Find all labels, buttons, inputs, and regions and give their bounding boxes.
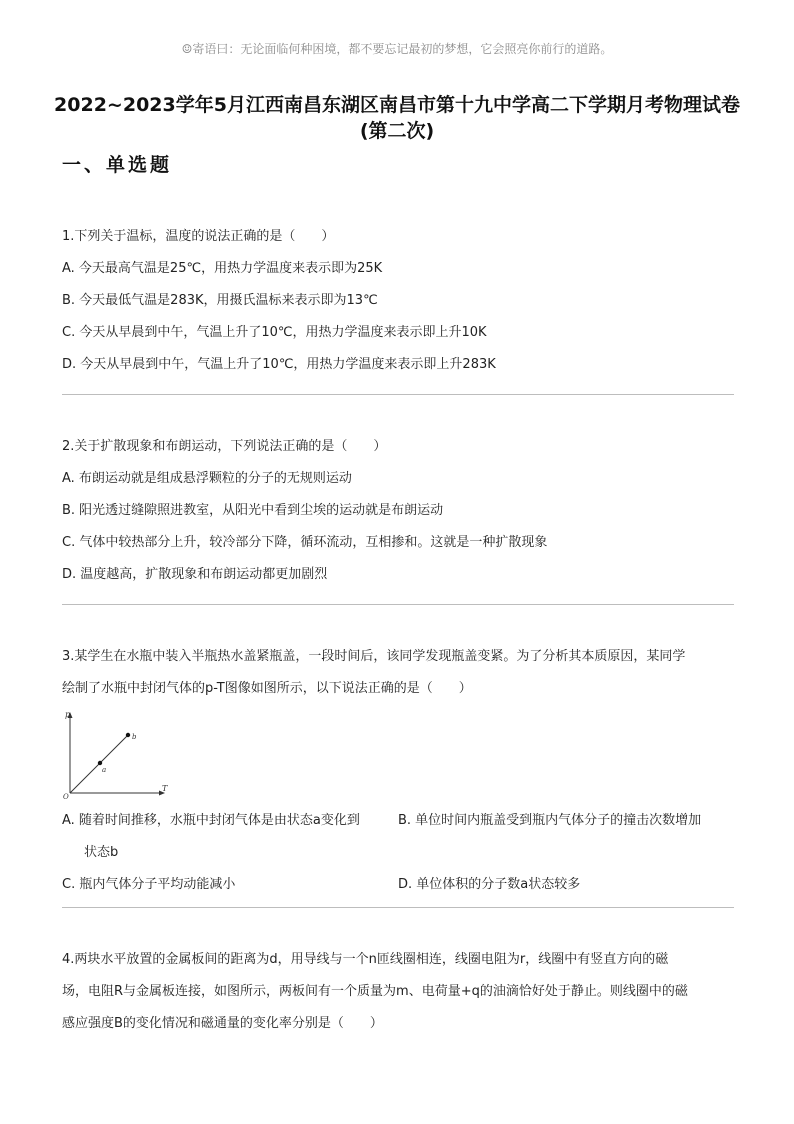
option-d: D. 今天从早晨到中午，气温上升了10℃，用热力学温度来表示即上升283K xyxy=(62,357,496,372)
question-stem-line1: 4.两块水平放置的金属板间的距离为d，用导线与一个n匝线圈相连，线圈电阻为r，线圈中有竖直方向的磁 xyxy=(62,952,669,967)
t-axis-label: T xyxy=(162,784,168,793)
question-4 xyxy=(62,944,734,1040)
option-b: B. 阳光透过缝隙照进教室，从阳光中看到尘埃的运动就是布朗运动 xyxy=(62,503,444,518)
option-c: C. 今天从早晨到中午，气温上升了10℃，用热力学温度来表示即上升10K xyxy=(62,325,487,340)
question-stem: 1.下列关于温标，温度的说法正确的是（ ） xyxy=(62,229,335,244)
divider xyxy=(62,394,734,395)
p-axis-label: p xyxy=(65,710,71,719)
section-heading: 一、单选题 xyxy=(62,154,173,176)
state-b-point xyxy=(126,733,130,737)
question-stem-line2: 绘制了水瓶中封闭气体的p-T图像如图所示，以下说法正确的是（ ） xyxy=(62,681,472,696)
question-stem-line2: 场，电阻R与金属板连接，如图所示，两板间有一个质量为m、电荷量+q的油滴恰好处于静止。则线圈中的磁 xyxy=(62,984,688,999)
option-a: A. 今天最高气温是25℃，用热力学温度来表示即为25K xyxy=(62,261,383,276)
state-a-point xyxy=(98,761,102,765)
point-a-label: a xyxy=(102,766,107,774)
question-stem-line3: 感应强度B的变化情况和磁通量的变化率分别是（ ） xyxy=(62,1016,383,1031)
question-3 xyxy=(62,641,734,901)
option-d: D. 温度越高，扩散现象和布朗运动都更加剧烈 xyxy=(62,567,328,582)
option-c: C. 气体中较热部分上升，较冷部分下降，循环流动，互相掺和。这就是一种扩散现象 xyxy=(62,535,548,550)
options-grid xyxy=(62,805,734,901)
option-d: D. 单位体积的分子数a状态较多 xyxy=(398,877,581,892)
exam-title-line2: (第二次) xyxy=(359,120,435,142)
motto-header: ☺寄语曰：无论面临何种困境，都不要忘记最初的梦想，它会照亮你前行的道路。 xyxy=(181,42,613,56)
option-b: B. 今天最低气温是283K，用摄氏温标来表示即为13℃ xyxy=(62,293,378,308)
option-a: A. 布朗运动就是组成悬浮颗粒的分子的无规则运动 xyxy=(62,471,352,486)
exam-title xyxy=(30,92,764,144)
origin-label: O xyxy=(63,793,69,799)
option-a-line2: 状态b xyxy=(84,845,119,860)
option-b: B. 单位时间内瓶盖受到瓶内气体分子的撞击次数增加 xyxy=(398,813,702,828)
point-b-label: b xyxy=(132,733,137,741)
question-stem: 2.关于扩散现象和布朗运动，下列说法正确的是（ ） xyxy=(62,439,387,454)
option-c: C. 瓶内气体分子平均动能减小 xyxy=(62,877,236,892)
question-2 xyxy=(62,431,734,591)
divider xyxy=(62,604,734,605)
question-1 xyxy=(62,221,734,381)
exam-title-line1: 2022~2023学年5月江西南昌东湖区南昌市第十九中学高二下学期月考物理试卷 xyxy=(54,94,740,116)
option-a-line1: A. 随着时间推移，水瓶中封闭气体是由状态a变化到 xyxy=(62,813,360,828)
p-t-graph xyxy=(62,709,172,799)
divider xyxy=(62,907,734,908)
question-stem-line1: 3.某学生在水瓶中装入半瓶热水盖紧瓶盖，一段时间后，该同学发现瓶盖变紧。为了分析其本质原因，某同学 xyxy=(62,649,686,664)
option-a xyxy=(62,805,398,869)
